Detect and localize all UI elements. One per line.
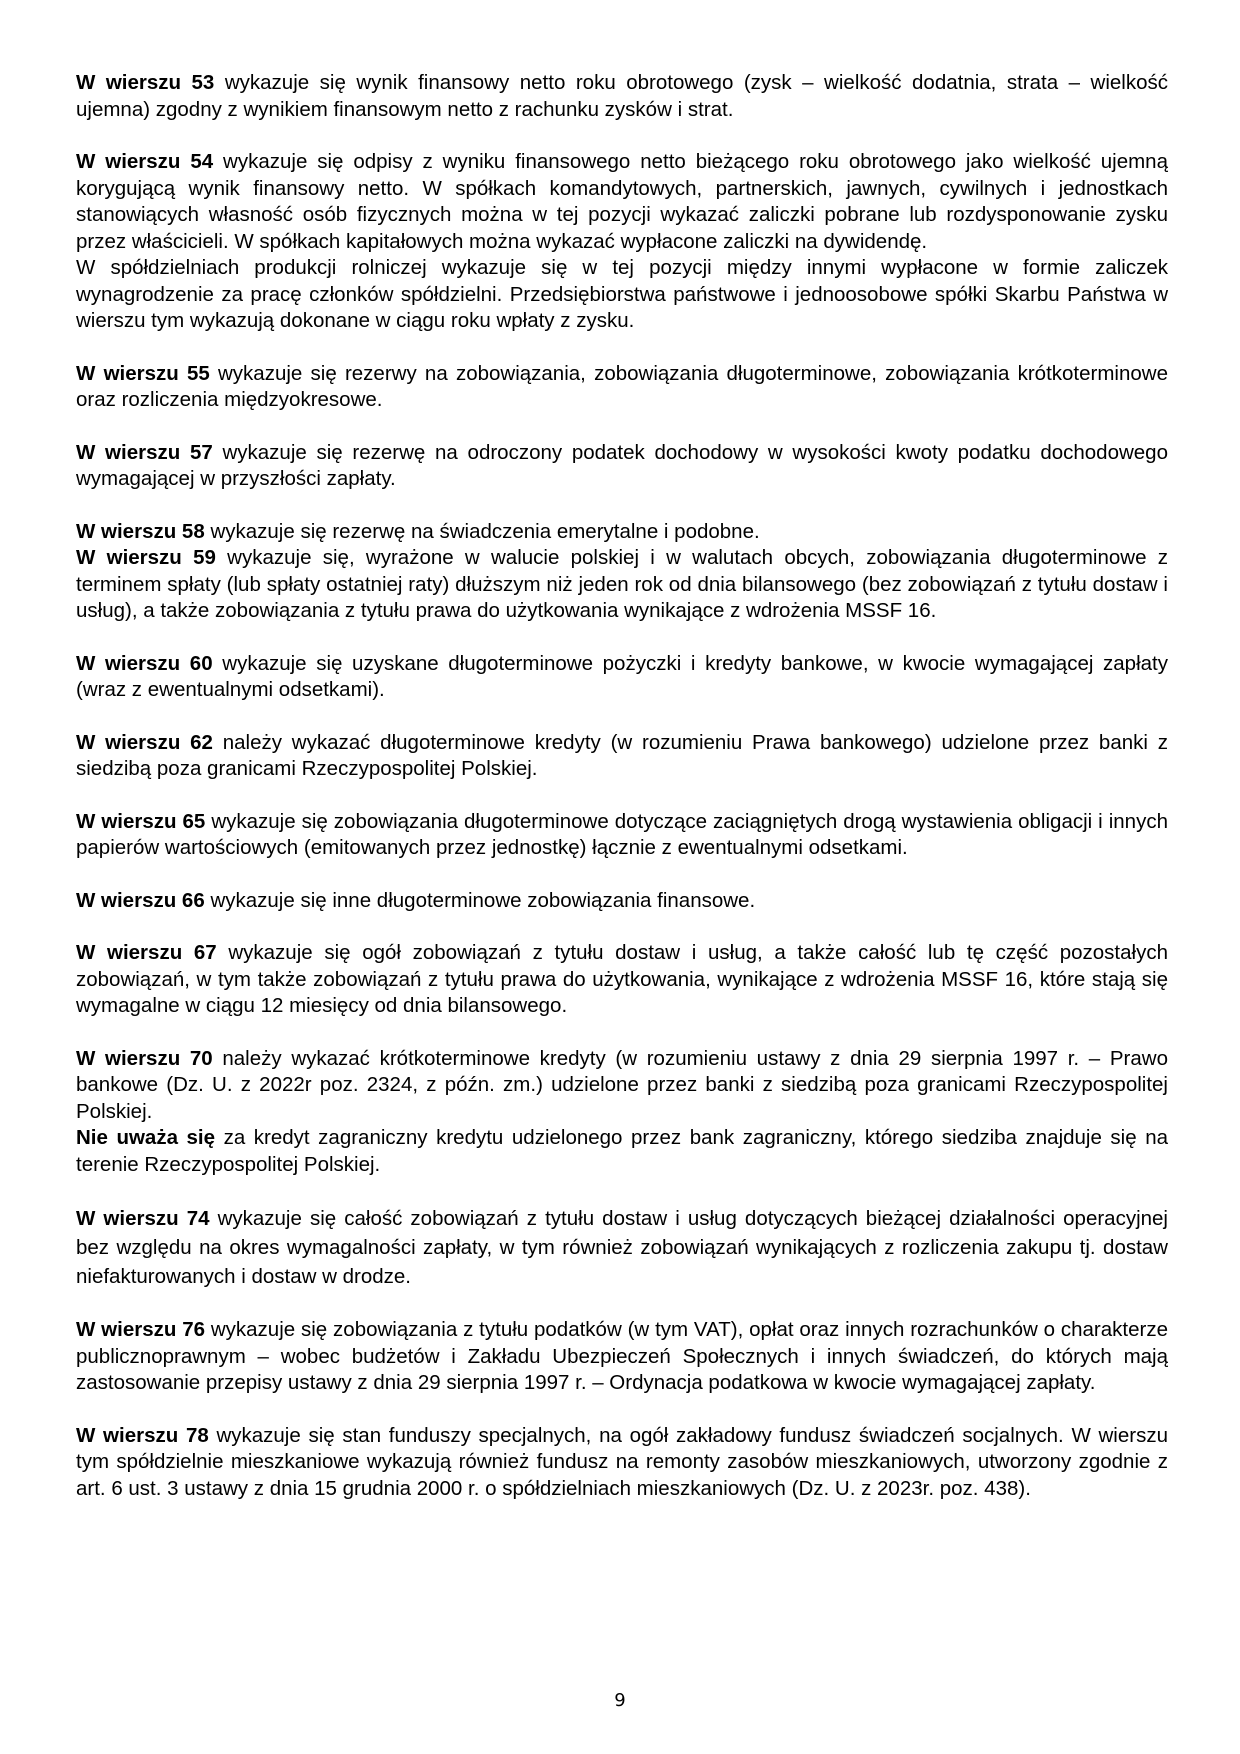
paragraph-row-57 xyxy=(76,440,1168,493)
row-reference: W wierszu 76 xyxy=(76,1318,206,1341)
paragraph-text: wykazuje się rezerwy na zobowiązania, zobowiązania długoterminowe, zobowiązania krótkoterminowe oraz rozliczenia międzyokresowe. xyxy=(76,361,1168,411)
paragraph-text: wykazuje się zobowiązania z tytułu podatków (w tym VAT), opłat oraz innych rozrachunków o charakterze publicznoprawnym – wobec budżetów i Zakładu Ubezpieczeń Społecznych i innych świadczeń, do których mają zastosowanie przepisy ustawy z dnia 29 sierpnia 1997 r. – Ordynacja podatkowa w kwocie wymagającej zapłaty. xyxy=(76,1318,1168,1394)
paragraph-row-62 xyxy=(76,730,1168,783)
row-reference: W wierszu 65 xyxy=(76,809,206,833)
page-number: 9 xyxy=(614,1690,626,1711)
paragraph-row-65 xyxy=(76,809,1168,862)
paragraph-text: wykazuje się wynik finansowy netto roku obrotowego (zysk – wielkość dodatnia, strata – wielkość ujemna) zgodny z wynikiem finansowym netto z rachunku zysków i strat. xyxy=(76,71,1168,121)
paragraph-row-78 xyxy=(76,1423,1168,1503)
paragraph-text: wykazuje się, wyrażone w walucie polskiej i w walutach obcych, zobowiązania długoterminowe z terminem spłaty (lub spłaty ostatniej raty) dłuższym niż jeden rok od dnia bilansowego (bez zobowiązań z tytułu dostaw i usług), a także zobowiązania z tytułu prawa do użytkowania wynikające z wdrożenia MSSF 16. xyxy=(76,546,1168,622)
paragraph-continuation: za kredyt zagraniczny kredytu udzielonego przez bank zagraniczny, którego siedziba znajduje się na terenie Rzeczypospolitej Polskiej. xyxy=(76,1126,1168,1176)
row-reference: W wierszu 54 xyxy=(76,150,214,173)
paragraph-row-70 xyxy=(76,1046,1168,1179)
paragraph-text: wykazuje się uzyskane długoterminowe pożyczki i kredyty bankowe, w kwocie wymagającej zapłaty (wraz z ewentualnymi odsetkami). xyxy=(76,651,1168,701)
paragraph-text: wykazuje się rezerwę na odroczony podatek dochodowy w wysokości kwoty podatku dochodowego wymagającej w przyszłości zapłaty. xyxy=(76,440,1168,490)
paragraph-text: należy wykazać długoterminowe kredyty (w rozumieniu Prawa bankowego) udzielone przez banki z siedzibą poza granicami Rzeczypospolitej Polskiej. xyxy=(76,730,1168,780)
paragraph-row-53 xyxy=(76,70,1168,123)
paragraph-row-74 xyxy=(76,1204,1168,1291)
row-reference: W wierszu 62 xyxy=(76,730,213,754)
paragraph-text: wykazuje się inne długoterminowe zobowiązania finansowe. xyxy=(204,888,756,912)
row-reference: W wierszu 66 xyxy=(76,888,205,912)
paragraph-row-58 xyxy=(76,519,1168,546)
row-reference: W wierszu 55 xyxy=(76,361,210,385)
row-reference: W wierszu 74 xyxy=(76,1207,210,1230)
paragraph-text: wykazuje się odpisy z wyniku finansowego netto bieżącego roku obrotowego jako wielkość ujemną korygującą wynik finansowy netto. W spółkach komandytowych, partnerskich, jawnych, cywilnych i jednostkach stanowiących własność osób fizycznych można w tej pozycji wykazać zaliczki pobrane lub rozdysponowanie zysku przez właścicieli. W spółkach kapitałowych można wykazać wypłacone zaliczki na dywidendę. xyxy=(76,150,1168,253)
row-reference: W wierszu 57 xyxy=(76,440,213,464)
row-reference: W wierszu 67 xyxy=(76,941,217,964)
paragraph-text: wykazuje się stan funduszy specjalnych, na ogół zakładowy fundusz świadczeń socjalnych. W wierszu tym spółdzielnie mieszkaniowe wykazują również fundusz na remonty zasobów mieszkaniowych, utworzony zgodnie z art. 6 ust. 3 ustawy z dnia 15 grudnia 2000 r. o spółdzielniach mieszkaniowych (Dz. U. z 2023r. poz. 438). xyxy=(76,1423,1168,1500)
paragraph-row-59 xyxy=(76,545,1168,625)
paragraph-text: wykazuje się zobowiązania długoterminowe dotyczące zaciągniętych drogą wystawienia obligacji i innych papierów wartościowych (emitowanych przez jednostkę) łącznie z ewentualnymi odsetkami. xyxy=(76,809,1168,859)
paragraph-text: wykazuje się ogół zobowiązań z tytułu dostaw i usług, a także całość lub tę część pozostałych zobowiązań, w tym także zobowiązań z tytułu prawa do użytkowania, wynikające z wdrożenia MSSF 16, które stają się wymagalne w ciągu 12 miesięcy od dnia bilansowego. xyxy=(76,941,1168,1017)
paragraph-text: wykazuje się całość zobowiązań z tytułu dostaw i usług dotyczących bieżącej działalności operacyjnej bez względu na okres wymagalności zapłaty, w tym również zobowiązań wynikających z rozliczenia zakupu tj. dostaw niefakturowanych i dostaw w drodze. xyxy=(76,1207,1168,1288)
row-reference: W wierszu 70 xyxy=(76,1046,213,1070)
row-reference: W wierszu 53 xyxy=(76,71,215,94)
paragraph-row-54 xyxy=(76,149,1168,335)
paragraph-text: wykazuje się rezerwę na świadczenia emerytalne i podobne. xyxy=(204,519,760,543)
paragraph-row-67 xyxy=(76,940,1168,1020)
paragraph-row-66 xyxy=(76,888,1168,915)
emphasis-lead: Nie uważa się xyxy=(76,1126,216,1149)
row-reference: W wierszu 60 xyxy=(76,651,213,675)
paragraph-continuation: W spółdzielniach produkcji rolniczej wykazuje się w tej pozycji między innymi wypłacone w formie zaliczek wynagrodzenie za pracę członków spółdzielni. Przedsiębiorstwa państwowe i jednoosobowe spółki Skarbu Państwa w wierszu tym wykazują dokonane w ciągu roku wpłaty z zysku. xyxy=(76,256,1168,332)
row-reference: W wierszu 78 xyxy=(76,1423,209,1447)
paragraph-row-76 xyxy=(76,1317,1168,1397)
paragraph-row-60 xyxy=(76,651,1168,704)
paragraph-row-55 xyxy=(76,361,1168,414)
paragraph-text: należy wykazać krótkoterminowe kredyty (w rozumieniu ustawy z dnia 29 sierpnia 1997 r. – Prawo bankowe (Dz. U. z 2022r poz. 2324, z późn. zm.) udzielone przez banki z siedzibą poza granicami Rzeczypospolitej Polskiej. xyxy=(76,1046,1168,1123)
row-reference: W wierszu 58 xyxy=(76,519,205,543)
row-reference: W wierszu 59 xyxy=(76,546,216,569)
